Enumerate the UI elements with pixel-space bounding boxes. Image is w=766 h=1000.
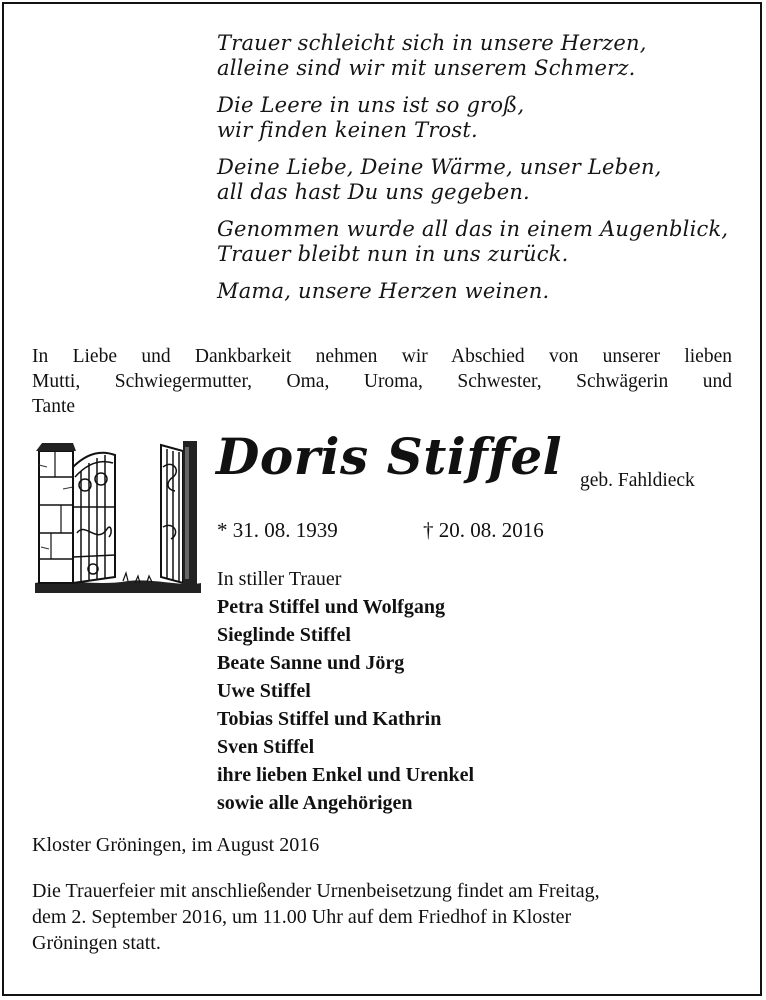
poem bbox=[217, 31, 737, 316]
deceased-name: Doris Stiffel bbox=[216, 427, 563, 486]
poem-line: Trauer bleibt nun in uns zurück. bbox=[217, 242, 569, 266]
poem-line: Deine Liebe, Deine Wärme, unser Leben, bbox=[217, 155, 662, 179]
funeral-line: dem 2. September 2016, um 11.00 Uhr auf dem Friedhof in Kloster bbox=[32, 906, 572, 928]
mourner-name: Uwe Stiffel bbox=[217, 680, 311, 702]
place-and-date: Kloster Gröningen, im August 2016 bbox=[32, 834, 320, 856]
mourner-name: Beate Sanne und Jörg bbox=[217, 652, 405, 674]
mourner-name: ihre lieben Enkel und Urenkel bbox=[217, 764, 475, 786]
intro-line: In Liebe und Dankbarkeit nehmen wir Abschied von unserer lieben bbox=[32, 346, 732, 367]
birth-date: * 31. 08. 1939 bbox=[217, 518, 338, 542]
poem-line: all das hast Du uns gegeben. bbox=[217, 180, 530, 204]
poem-stanza bbox=[217, 279, 737, 304]
funeral-announcement bbox=[32, 878, 732, 956]
intro-text bbox=[32, 344, 732, 419]
funeral-line: Gröningen statt. bbox=[32, 932, 161, 954]
intro-line: Tante bbox=[32, 396, 76, 417]
open-cemetery-gate-icon bbox=[33, 437, 203, 595]
poem-stanza bbox=[217, 31, 737, 81]
mourners-lead: In stiller Trauer bbox=[217, 568, 342, 590]
mourner-name: Petra Stiffel und Wolfgang bbox=[217, 596, 445, 618]
poem-stanza bbox=[217, 217, 737, 267]
birth-name: geb. Fahldieck bbox=[580, 470, 695, 491]
poem-line: Mama, unsere Herzen weinen. bbox=[217, 279, 550, 303]
mourner-name: Tobias Stiffel und Kathrin bbox=[217, 708, 442, 730]
death-date: † 20. 08. 2016 bbox=[423, 518, 544, 542]
mourner-name: sowie alle Angehörigen bbox=[217, 792, 413, 814]
intro-line: Mutti, Schwiegermutter, Oma, Uroma, Schwester, Schwägerin und bbox=[32, 371, 732, 392]
mourner-name: Sieglinde Stiffel bbox=[217, 624, 351, 646]
mourner-name: Sven Stiffel bbox=[217, 736, 315, 758]
poem-line: Genommen wurde all das in einem Augenblick, bbox=[217, 217, 729, 241]
poem-line: Trauer schleicht sich in unsere Herzen, bbox=[217, 31, 647, 55]
poem-line: alleine sind wir mit unserem Schmerz. bbox=[217, 56, 636, 80]
poem-stanza bbox=[217, 155, 737, 205]
funeral-line: Die Trauerfeier mit anschließender Urnenbeisetzung findet am Freitag, bbox=[32, 880, 600, 902]
poem-line: wir finden keinen Trost. bbox=[217, 118, 478, 142]
poem-stanza bbox=[217, 93, 737, 143]
poem-line: Die Leere in uns ist so groß, bbox=[217, 93, 525, 117]
mourners-list bbox=[217, 565, 474, 817]
